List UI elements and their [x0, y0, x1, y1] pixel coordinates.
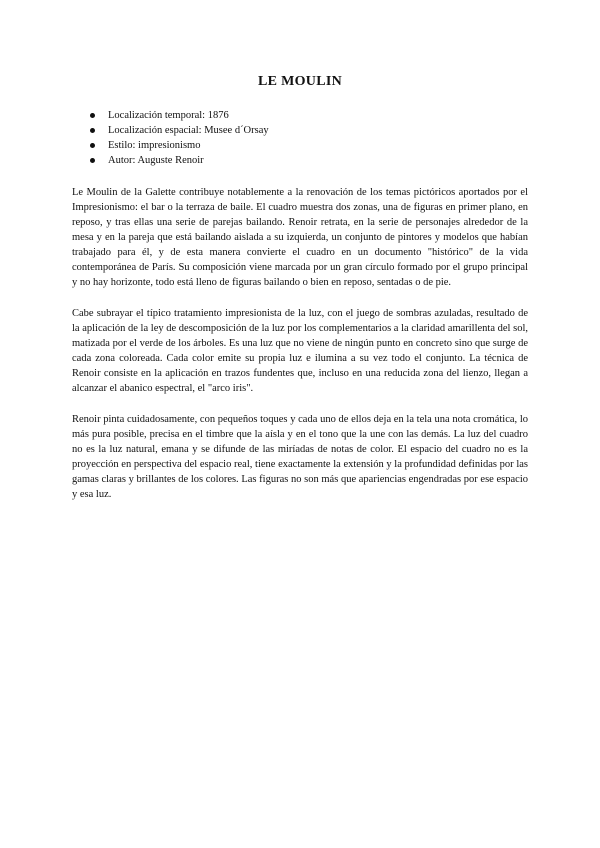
bullet-text: Localización temporal: 1876 — [108, 110, 229, 121]
paragraph-intro: Le Moulin de la Galette contribuye notablemente a la renovación de los temas pictóricos aportados por el Impresionismo: el bar o la terraza de baile. El cuadro muestra dos zonas, una de figuras en primer plano, en reposo, y tras ellas una serie de parejas bailando. Renoir retrata, en la serie de personajes alrededor de la mesa y en la pareja que está bailando aislada a su izquierda, un conjunto de pintores y modelos que habían trabajado para él, y de esta manera convierte el cuadro en un documento "histórico" de la vida contemporánea de París. Su composición viene marcada por un gran círculo formado por el grupo principal y no hay horizonte, todo está lleno de figuras bailando o bien en reposo, sentadas o de pie. — [72, 187, 528, 288]
bullet-icon — [90, 143, 95, 148]
bullet-item-location — [90, 123, 528, 138]
bullet-icon — [90, 128, 95, 133]
bullet-text: Estilo: impresionismo — [108, 140, 201, 151]
bullet-text: Autor: Auguste Renoir — [108, 155, 204, 166]
bullet-item-style — [90, 138, 528, 153]
bullet-text: Localización espacial: Musee d´Orsay — [108, 125, 269, 136]
document-title: LE MOULIN — [258, 74, 342, 89]
paragraph-light: Cabe subrayar el típico tratamiento impresionista de la luz, con el juego de sombras azuladas, resultado de la aplicación de la ley de descomposición de la luz por los complementarios a la claridad amarillenta del sol, matizada por el verde de los árboles. Es una luz que no viene de ningún punto en concreto sino que surge de cada zona coloreada. Cada color emite su propia luz e ilumina a su vez todo el conjunto. La técnica de Renoir consiste en la aplicación en trazos fundentes que, incluso en una reducida zona del lienzo, llegan a alcanzar el abanico espectral, el "arco iris". — [72, 308, 528, 394]
bullet-item-author — [90, 153, 528, 168]
paragraph-technique: Renoir pinta cuidadosamente, con pequeños toques y cada uno de ellos deja en la tela una nota cromática, lo más pura posible, precisa en el timbre que la aísla y en el tono que la une con las demás. La luz del cuadro no es la luz natural, emana y se difunde de las miríadas de notas de color. El espacio del cuadro no es la proyección en perspectiva del espacio real, tiene exactamente la extensión y la profundidad definidas por las gamas claras y brillantes de los colores. Las figuras no son más que apariencias engendradas por ese espacio y esa luz. — [72, 414, 528, 500]
bullet-item-date — [90, 108, 528, 123]
bullet-icon — [90, 113, 95, 118]
info-bullet-list — [72, 108, 528, 168]
bullet-icon — [90, 158, 95, 163]
